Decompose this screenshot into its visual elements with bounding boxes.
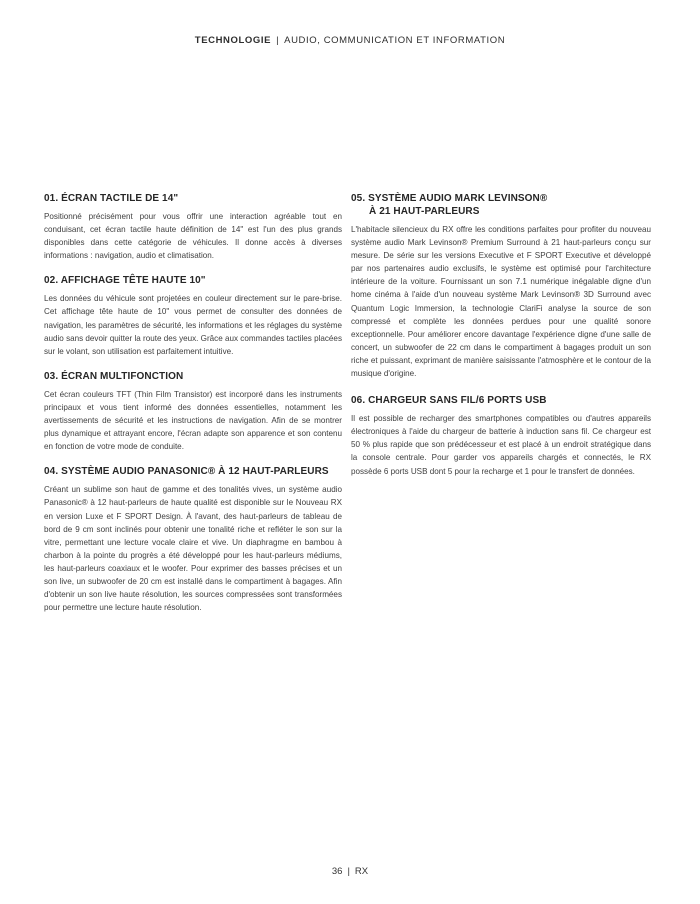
section-body: L'habitacle silencieux du RX offre les conditions parfaites pour profiter du nouveau système audio Mark Levinson® Premium Surround à 21 haut-parleurs conçu sur mesure. De série sur les versions Executive et F SPORT Executive et développé par nos partenaires audio exclusifs, le système est optimisé pour l'architecture intérieure de la voiture. Fournissant un son 7.1 numérique inégalable digne d'un home cinéma à l'aide d'un nouveau système Mark Levinson® 3D Surround avec Quantum Logic Immersion, la technologie ClariFi analyse la source de son compressé et complète les données perdues pour une qualité sonore exceptionnelle. Pour améliorer encore davantage l'expérience digne d'une salle de concert, un subwoofer de 22 cm dans le compartiment à bagages produit un son riche et puissant, exprimant de manière saisissante l'atmosphère et le contour de la musique d'origine. bbox=[351, 225, 651, 379]
section-head-up-display bbox=[44, 274, 342, 357]
header-subtitle: AUDIO, COMMUNICATION ET INFORMATION bbox=[284, 35, 506, 46]
page-number: 36 bbox=[331, 866, 343, 877]
section-panasonic-audio bbox=[44, 465, 342, 614]
section-title-line1: 05. SYSTÈME AUDIO MARK LEVINSON® bbox=[351, 193, 548, 204]
footer-model: RX bbox=[354, 866, 369, 877]
section-body: Positionné précisément pour vous offrir une interaction agréable tout en conduisant, cet écran tactile haute définition de 14" est l'un des plus grands disponibles dans cette catégorie de véhicules. Il donne accès à diverses informations : navigation, audio et climatisation. bbox=[44, 212, 342, 261]
section-title bbox=[351, 192, 651, 218]
header-separator: | bbox=[276, 35, 280, 46]
left-column bbox=[44, 192, 342, 626]
section-title-line2: À 21 HAUT-PARLEURS bbox=[369, 206, 480, 217]
section-title: 01. ÉCRAN TACTILE DE 14" bbox=[44, 193, 179, 204]
section-body: Créant un sublime son haut de gamme et des tonalités vives, un système audio Panasonic® à 12 haut-parleurs de haute qualité est disponible sur le Nouveau RX en version Luxe et F SPORT Design. À l'avant, des haut-parleurs de tableau de bord de 9 cm sont inclinés pour obtenir une tonalité riche et refléter le son sur la vitre, permettant une lecture vocale claire et vive. Un diaphragme en bambou à charbon à la pointe du progrès a été développé pour les haut-parleurs médiums, les haut-parleurs coaxiaux et le woofer. Pour exprimer des basses précises et un son live, un subwoofer de 20 cm est installé dans le compartiment à bagages. Afin d'obtenir un son live haute résolution, les sources compressées sont transformées pour permettre une lecture haute résolution. bbox=[44, 485, 342, 613]
section-multifunction-display bbox=[44, 370, 342, 453]
section-title: 04. SYSTÈME AUDIO PANASONIC® À 12 HAUT-PARLEURS bbox=[44, 466, 329, 478]
section-body: Il est possible de recharger des smartphones compatibles ou d'autres appareils électroniques à l'aide du chargeur de batterie à induction sans fil. Ce chargeur est 50 % plus rapide que son prédécesseur et est placé à un endroit stratégique dans la console centrale. Pour garder vos appareils chargés et connectés, le RX possède 6 ports USB dont 5 pour la recharge et 1 pour le transfert de données. bbox=[351, 414, 651, 476]
section-mark-levinson-audio bbox=[351, 192, 651, 380]
page-footer bbox=[0, 866, 700, 877]
right-column bbox=[351, 192, 651, 490]
header-section: TECHNOLOGIE bbox=[194, 35, 272, 46]
section-body: Les données du véhicule sont projetées en couleur directement sur le pare-brise. Cet affichage tête haute de 10" vous permet de consulter des données de navigation, les paramètres de sécurité, les informations et les réglages du système audio sans devoir quitter la route des yeux. Grâce aux commandes tactiles placées sur le volant, son utilisation est parfaitement intuitive. bbox=[44, 294, 342, 356]
section-title: 03. ÉCRAN MULTIFONCTION bbox=[44, 370, 184, 382]
section-touchscreen bbox=[44, 192, 342, 262]
section-wireless-charger bbox=[351, 394, 651, 477]
page-header bbox=[0, 35, 700, 46]
section-title: 06. CHARGEUR SANS FIL/6 PORTS USB bbox=[351, 395, 547, 407]
section-title: 02. AFFICHAGE TÊTE HAUTE 10" bbox=[44, 275, 206, 287]
footer-separator: | bbox=[347, 866, 350, 877]
section-body: Cet écran couleurs TFT (Thin Film Transistor) est incorporé dans les instruments principaux et vous tient informé des données essentielles, notamment les avertissements de sécurité et les instructions de navigation. Afin de se montrer plus dynamique et attrayant encore, l'écran adapte son apparence et son contenu en fonction de votre mode de conduite. bbox=[44, 389, 342, 452]
